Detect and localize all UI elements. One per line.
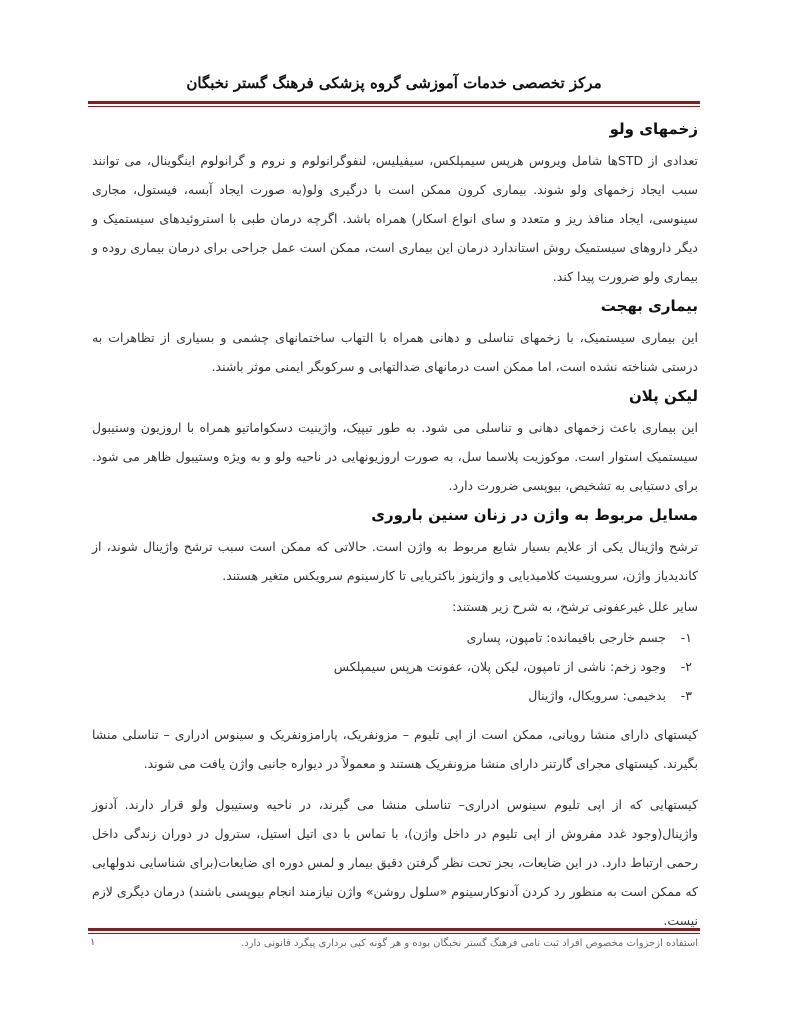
section-paragraph: تعدادی از STDها شامل ویروس هرپس سیمپلکس، سیفیلیس، لنفوگرانولوم و نروم و گرانولوم اینگوینال، می توانند سبب ایجاد زخمهای ولو شوند. بیماری کرون ممکن است با درگیری ولو(به صورت ایجاد آبسه، فیستول، مجاری سینوسی، ایجاد منافذ ریز و متعدد و سای انواع اسکار) همراه باشد. اگرچه درمان طبی با استروئیدهای سیستمیک و دیگر داروهای سیستمیک روش استاندارد درمان این بیماری است، ممکن است عمل جراحی برای درمان بیماری روده و بیماری ولو ضرورت پیدا کند. [92,153,698,284]
footer-rule-thick [88,928,700,931]
footer-rule-thin [88,933,700,934]
closing-paragraph: کیستهای دارای منشا رویانی، ممکن است از اپی تلیوم – مزونفریک، پارامزونفریک و سینوس ادراری – تناسلی منشا بگیرند. کیستهای مجرای گارتنر دارای منشا مزونفریک هستند و معمولاً در دیواره جانبی واژن یافت می شوند. [92,727,698,771]
section-paragraph: این بیماری باعث زخمهای دهانی و تناسلی می شود. به طور تیپیک، واژینیت دسکواماتیو همراه با اروزیون وستیبول سیستمیک استوار است. موکوزیت پلاسما سل، به صورت اروزیونهایی در ناحیه ولو و به ویژه وستیبول ظاهر می شود. برای دستیابی به تشخیص، بیوپسی ضرورت دارد. [92,420,698,493]
section-heading: مسایل مربوط به واژن در زنان سنین باروری [371,506,698,524]
list-item [92,681,692,710]
list-item-number: ۱- [680,630,692,645]
causes-list [92,623,698,710]
list-item-number: ۲- [680,659,692,674]
list-item-text: جسم خارجی باقیمانده: تامپون، پساری [466,630,667,645]
page-number: ۱ [90,937,96,948]
section-paragraph: این بیماری سیستمیک، با زخمهای تناسلی و دهانی همراه با التهاب ساختمانهای چشمی و بسیاری از تظاهرات به درستی شناخته نشده است، اما ممکن است درمانهای ضدالتهابی و سرکوبگر ایمنی موثر باشند. [92,330,698,374]
list-item [92,652,692,681]
section-paragraph: ترشح واژینال یکی از علایم بسیار شایع مربوط به واژن است. حالاتی که ممکن است سبب ترشح واژینال شوند، از کاندیدیاز واژن، سرویسیت کلامیدیایی و واژینوز باکتریایی تا کارسینوم سرویکس متغیر هستند. [92,539,698,583]
list-item-number: ۳- [680,688,692,703]
footer-copyright-notice: استفاده ازجزوات مخصوص افراد ثبت نامی فرهنگ گستر نخبگان بوده و هر گونه کپی برداری پیگرد قانونی دارد. [241,938,698,949]
section-heading: لیکن پلان [628,387,698,405]
header-rule-thick [88,101,700,104]
page-header-title: مرکز تخصصی خدمات آموزشی گروه پزشکی فرهنگ گستر نخبگان [186,74,602,92]
list-item-text: وجود زخم: ناشی از تامپون، لیکن پلان، عفونت هرپس سیمپلکس [333,659,667,674]
list-item [92,623,692,652]
document-body [92,116,698,937]
section-paragraph: سایر علل غیرعفونی ترشح، به شرح زیر هستند: [452,599,698,614]
section-heading: زخمهای ولو [609,120,698,138]
list-item-text: بدخیمی: سرویکال، واژینال [528,688,667,703]
section-heading: بیماری بهجت [600,297,698,315]
closing-paragraph: کیستهایی که از اپی تلیوم سینوس ادراری– تناسلی منشا می گیرند، در ناحیه وستیبول ولو قرار دارند. آدنوز واژینال(وجود غدد مفروش از اپی تلیوم در داخل واژن)، با تماس با دی اتیل استیل، سترول در دوران زندگی داخل رحمی ارتباط دارد. در این ضایعات، بجز تحت نظر گرفتن دقیق بیمار و لمس دوره ای ضایعات(برای شناسایی ندولهایی که ممکن است به منظور رد کردن آدنوکارسینوم «سلول روشن» واژن نیازمند انجام بیوپسی باشند) درمان دیگری لازم نیست. [92,797,698,928]
header-rule-thin [88,106,700,107]
